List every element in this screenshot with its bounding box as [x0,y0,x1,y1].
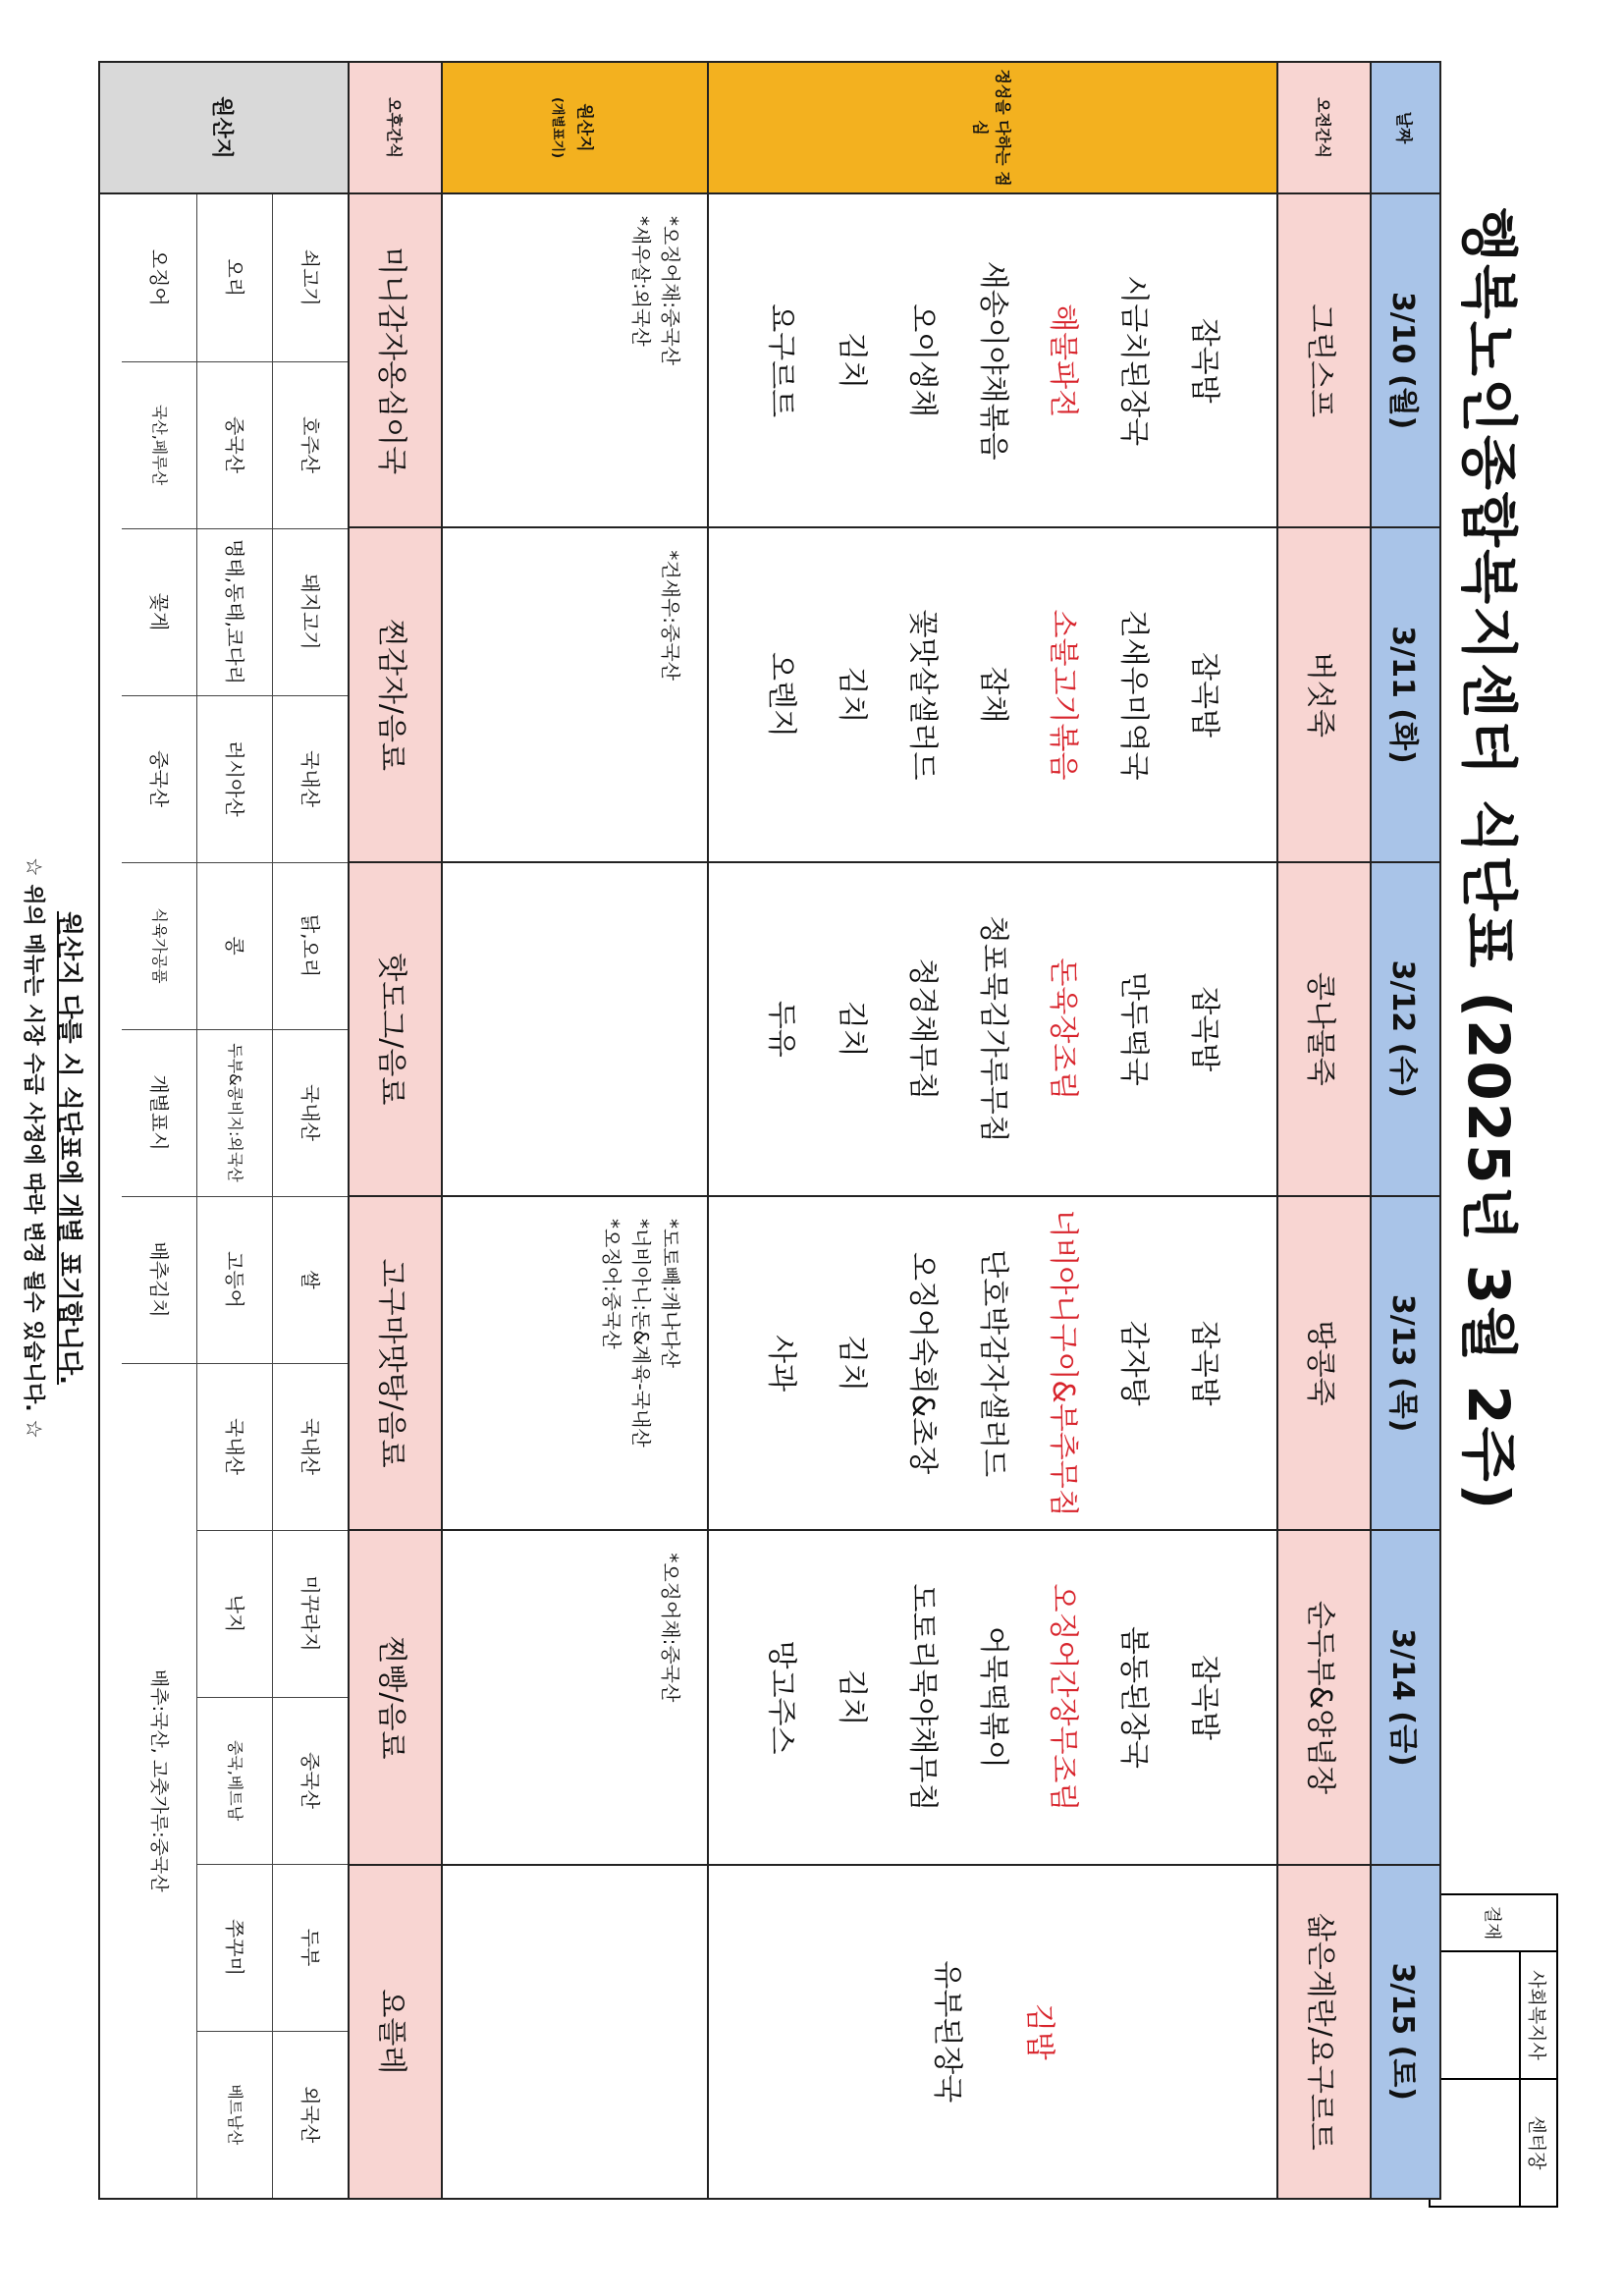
origin-item: 쌀 [272,1196,348,1363]
afternoon-snack: 미니감자옹심이국 [349,193,443,527]
lunch-item: 감자탕 [1116,1320,1152,1406]
origin-item: 두부 [272,1864,348,2031]
origin-table-row [272,194,348,2198]
origin-country: 외국산 [272,2031,348,2198]
lunch-item-highlight: 너비아니구이&부추무침 [1046,1209,1081,1517]
signature-cell [1430,2079,1520,2207]
lunch-item: 김치 [835,1668,870,1726]
morning-snack: 땅콩죽 [1277,1196,1372,1530]
lunch-item: 도토리묵야채무침 [904,1583,940,1812]
lunch-item: 김치 [835,1335,870,1393]
meal-table [98,61,1441,2200]
morning-snack: 순두부&양념장 [1277,1530,1372,1864]
origin-item: 식육가공품 [122,862,197,1029]
afternoon-snack-row [349,62,443,2199]
origin-country: 베트남산 [196,2031,272,2198]
origin-country: 중국,베트남 [196,1697,272,1864]
lunch-item: 꽃맛살샐러드 [904,609,940,781]
origin-note: *오징어채:중국산 [658,216,682,365]
dessert-item: 두유 [764,1000,799,1058]
lunch-cell [708,527,1277,861]
page-title: 행복노인종합복지센터 식단표 (2025년 3월 2주) [1455,206,1522,1512]
approval-box [1429,1893,1558,2208]
origin-item: 낙지 [196,1530,272,1697]
lunch-item: 김치 [835,666,870,724]
origin-item: 명태,동태,코다리 [196,528,272,695]
origin-table-row [196,194,272,2198]
origin-country: 두부&콩비지:외국산 [196,1029,272,1196]
lunch-cell [708,1196,1277,1530]
origin-item: 쭈꾸미 [196,1864,272,2031]
origin-notes [442,1865,707,2199]
lunch-item: 잡곡밥 [1186,652,1221,738]
morning-snack-row [1277,62,1372,2199]
lunch-cell [708,193,1277,527]
dessert-item: 요구르트 [764,303,799,418]
origin-item: 쇠고기 [272,194,348,361]
menu-change-notice: ☆ 위의 메뉴는 시장 수급 사정에 따라 변경 될수 있습니다. ☆ [21,857,45,1439]
origin-grid-cell [99,193,349,2199]
lunch-cell [708,1530,1277,1864]
lunch-item: 시금치된장국 [1116,275,1152,447]
lunch-item: 잡곡밥 [1186,1655,1221,1740]
origin-country: 배추:국산, 고춧가루:중국산 [122,1363,197,2198]
lunch-item: 잡곡밥 [1186,1320,1221,1406]
origin-notes [442,1196,707,1530]
lunch-cell [708,1865,1277,2199]
afternoon-snack: 찐빵/음료 [349,1530,443,1864]
origin-note: *오징어:중국산 [599,1218,623,1349]
origin-country: 국내산 [272,1363,348,1530]
origin-item: 미꾸라지 [272,1530,348,1697]
lunch-item-highlight: 돈육장조림 [1046,957,1081,1101]
dessert-item: 망고주스 [764,1640,799,1755]
row-label-date: 날짜 [1371,62,1440,193]
lunch-item: 새송이야채볶음 [975,260,1010,461]
dessert-item: 오렌지 [764,652,799,738]
date-header: 3/15 (토) [1371,1865,1440,2199]
lunch-item: 만두떡국 [1116,971,1152,1086]
lunch-item: 오이생채 [904,303,940,418]
origin-table-row [122,194,197,2198]
origin-row [99,62,349,2199]
lunch-item: 김치 [835,332,870,390]
origin-notes [442,862,707,1196]
approval-label: 결재 [1430,1894,1557,1951]
afternoon-snack: 요플레 [349,1865,443,2199]
lunch-item: 봄동된장국 [1116,1626,1152,1769]
origin-note-sublabel: (개별표기) [550,96,566,159]
origin-item: 꽃게 [122,528,197,695]
origin-country: 국내산 [196,1363,272,1530]
date-row [1371,62,1440,2199]
lunch-item-highlight: 해물파전 [1046,303,1081,418]
row-label-morning-snack: 오전간식 [1277,62,1372,193]
origin-note: *건새우:중국산 [658,550,682,681]
origin-country: 국내산 [272,1029,348,1196]
lunch-item-highlight: 김밥 [1021,2002,1056,2060]
date-header: 3/13 (목) [1371,1196,1440,1530]
origin-country: 국내산 [272,695,348,862]
lunch-item: 잡곡밥 [1186,317,1221,404]
origin-country: 국산,페루산 [122,361,197,528]
origin-item: 배추김치 [122,1196,197,1363]
lunch-item: 김치 [835,1000,870,1058]
origin-notice: 원산지 다를 시 식단표에 개별 표기합니다. [54,910,83,1386]
origin-notes [442,527,707,861]
approval-role-social-worker: 사회복지사 [1520,1951,1557,2079]
lunch-item-highlight: 소불고기볶음 [1046,609,1081,781]
afternoon-snack: 핫도그/음료 [349,862,443,1196]
origin-note: *도토빼:캐나다산 [658,1218,682,1368]
afternoon-snack: 고구마맛탕/음료 [349,1196,443,1530]
lunch-item: 오징어숙회&초장 [904,1252,940,1475]
dessert-item: 사과 [764,1335,799,1393]
origin-note: *오징어채:중국산 [658,1553,682,1703]
lunch-item: 청경채무침 [904,957,940,1101]
origin-note-row [442,62,707,2199]
row-label-origin: 원산지 [99,62,349,193]
lunch-item: 유부된장국 [929,1960,964,2104]
lunch-item: 잡채 [975,666,1010,724]
origin-country: 중국산 [122,695,197,862]
origin-country: 중국산 [272,1697,348,1864]
lunch-item: 어묵떡볶이 [975,1626,1010,1769]
origin-item: 고등어 [196,1196,272,1363]
lunch-cell [708,862,1277,1196]
origin-note: *새우살:외국산 [628,216,653,347]
origin-note-label: 원산지 [574,103,595,152]
date-header: 3/10 (월) [1371,193,1440,527]
origin-country: 중국산 [196,361,272,528]
afternoon-snack: 찐감자/음료 [349,527,443,861]
lunch-row [708,62,1277,2199]
approval-role-director: 센터장 [1520,2079,1557,2207]
lunch-item-highlight: 오징어간장무조림 [1046,1583,1081,1812]
row-label-lunch: 정성을 다하는 점심 [708,62,1277,193]
origin-item: 오징어 [122,194,197,361]
row-label-origin-note [442,62,707,193]
origin-note: *너비아니:돈&계육-국내산 [628,1218,653,1448]
morning-snack: 삶은계란/요구르트 [1277,1865,1372,2199]
origin-country: 호주산 [272,361,348,528]
origin-notes [442,193,707,527]
origin-notes [442,1530,707,1864]
morning-snack: 버섯죽 [1277,527,1372,861]
origin-table [122,194,348,2198]
origin-item: 닭,오리 [272,862,348,1029]
lunch-item: 잡곡밥 [1186,986,1221,1072]
origin-item: 오리 [196,194,272,361]
lunch-item: 단호박감자샐러드 [975,1249,1010,1478]
lunch-item: 건새우미역국 [1116,609,1152,781]
origin-item: 돼지고기 [272,528,348,695]
origin-country: 개별표시 [122,1029,197,1196]
origin-country: 러시아산 [196,695,272,862]
row-label-afternoon-snack: 오후간식 [349,62,443,193]
lunch-item: 청포묵김가루무침 [975,914,1010,1143]
morning-snack: 그린스프 [1277,193,1372,527]
morning-snack: 콩나물죽 [1277,862,1372,1196]
origin-item: 콩 [196,862,272,1029]
date-header: 3/14 (금) [1371,1530,1440,1864]
date-header: 3/12 (수) [1371,862,1440,1196]
signature-cell [1430,1951,1520,2079]
date-header: 3/11 (화) [1371,527,1440,861]
